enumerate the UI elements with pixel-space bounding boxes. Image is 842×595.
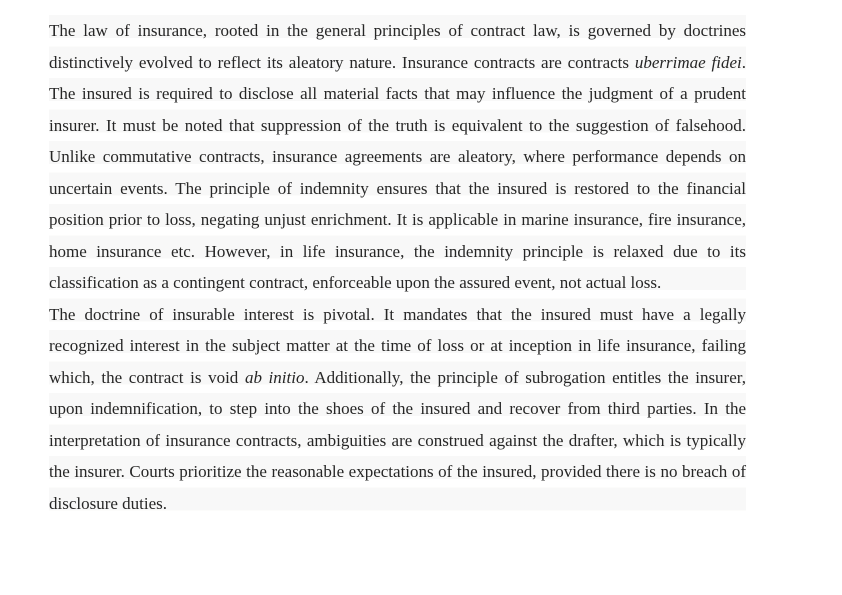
text-run: The law of insurance, rooted in the general principles of contract law, is governed by doctrines distinctively evolved to reflect its aleatory nature. Insurance contracts are contracts	[49, 21, 746, 72]
text-run-italic-uberrimae-fidei: uberrimae fidei	[634, 52, 742, 72]
document-text-block	[49, 15, 746, 519]
paragraph-insurable-interest	[49, 299, 746, 520]
text-run: . The insured is required to disclose all material facts that may influence the judgment of a prudent insurer. It must be noted that suppression of the truth is equivalent to the suggestion of falsehood. Unlike commutative contracts, insurance agreements are aleatory, where performance depends on uncertain events. The principle of indemnity ensures that the insured is restored to the financial position prior to loss, negating unjust enrichment. It is applicable in marine insurance, fire insurance, home insurance etc. However, in life insurance, the indemnity principle is relaxed due to its classification as a contingent contract, enforceable upon the assured event, not actual loss.	[49, 52, 746, 292]
text-run: . Additionally, the principle of subrogation entitles the insurer, upon indemnification, to step into the shoes of the insured and recover from third parties. In the interpretation of insurance contracts, ambiguities are construed against the drafter, which is typically the insurer. Courts prioritize the reasonable expectations of the insured, provided there is no breach of disclosure duties.	[49, 367, 746, 513]
text-run-italic-ab-initio: ab initio	[244, 367, 305, 387]
paragraph-insurance-doctrines	[49, 15, 746, 299]
text-run: The doctrine of insurable interest is pivotal. It mandates that the insured must have a legally recognized interest in the subject matter at the time of loss or at inception in life insurance, failing which, the contract is void	[49, 304, 746, 387]
